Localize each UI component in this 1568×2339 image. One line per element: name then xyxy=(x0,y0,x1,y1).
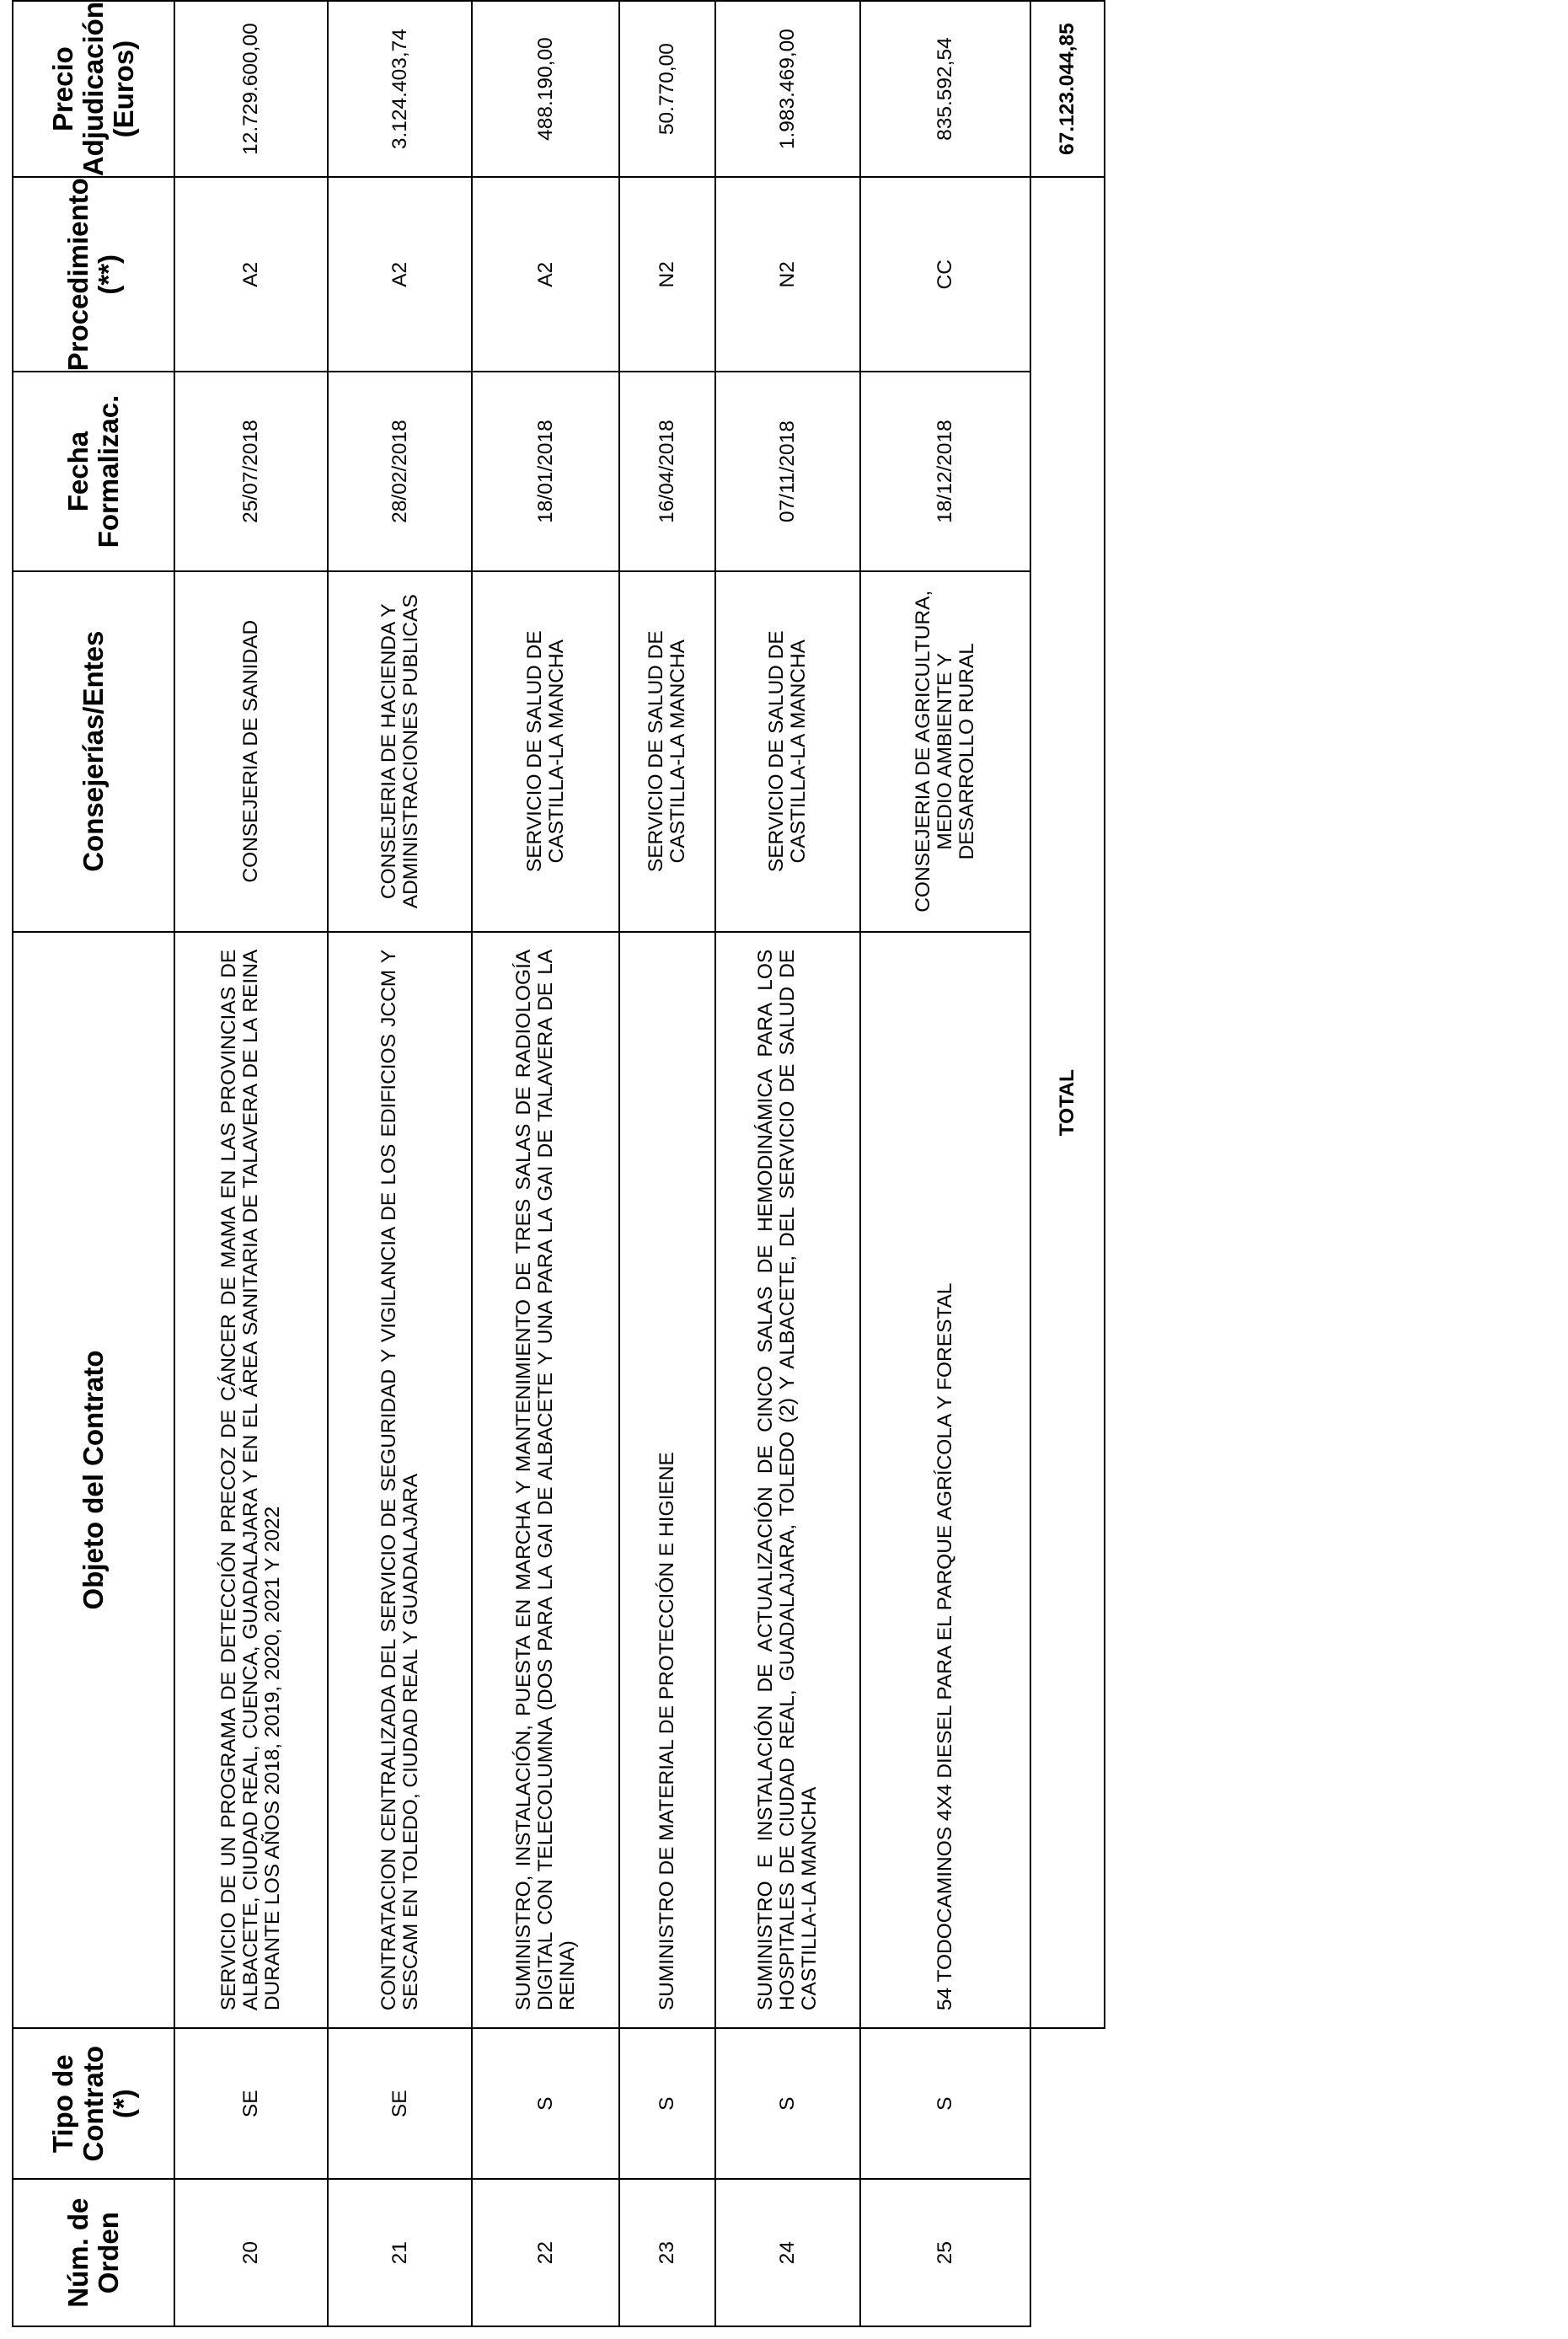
table-row xyxy=(174,1,328,2326)
header-consejerias: Consejerías/Entes xyxy=(13,571,174,932)
header-precio: Precio Adjudicación (Euros) xyxy=(13,1,174,177)
cell-precio: 3.124.403,74 xyxy=(328,1,472,177)
cell-fecha: 25/07/2018 xyxy=(174,372,328,570)
header-num: Núm. de Orden xyxy=(13,2179,174,2326)
cell-tipo: S xyxy=(860,2028,1030,2179)
table-body xyxy=(174,1,1105,2326)
table-row xyxy=(619,1,715,2326)
cell-tipo: SE xyxy=(328,2028,472,2179)
cell-procedimiento: N2 xyxy=(715,177,860,372)
cell-objeto: SERVICIO DE UN PROGRAMA DE DETECCIÓN PRECOZ DE CÁNCER DE MAMA EN LAS PROVINCIAS DE ALBACETE, CIUDAD REAL, CUENCA, GUADALAJARA Y EN EL ÁREA SANITARIA DE TALAVERA DE LA REINA DURANTE LOS AÑOS 2018, 2019, 2020, 2021 Y 2022 xyxy=(174,932,328,2028)
cell-num: 25 xyxy=(860,2179,1030,2326)
cell-num: 21 xyxy=(328,2179,472,2326)
total-value: 67.123.044,85 xyxy=(1030,1,1105,177)
table-row xyxy=(328,1,472,2326)
cell-fecha: 07/11/2018 xyxy=(715,372,860,570)
cell-objeto: CONTRATACION CENTRALIZADA DEL SERVICIO DE SEGURIDAD Y VIGILANCIA DE LOS EDIFICIOS JCCM Y SESCAM EN TOLEDO, CIUDAD REAL Y GUADALAJARA xyxy=(328,932,472,2028)
cell-precio: 835.592,54 xyxy=(860,1,1030,177)
cell-precio: 1.983.469,00 xyxy=(715,1,860,177)
header-objeto: Objeto del Contrato xyxy=(13,932,174,2028)
cell-fecha: 18/12/2018 xyxy=(860,372,1030,570)
cell-num: 20 xyxy=(174,2179,328,2326)
cell-consejeria: SERVICIO DE SALUD DE CASTILLA-LA MANCHA xyxy=(715,571,860,932)
cell-procedimiento: A2 xyxy=(174,177,328,372)
cell-procedimiento: CC xyxy=(860,177,1030,372)
cell-tipo: S xyxy=(619,2028,715,2179)
cell-fecha: 28/02/2018 xyxy=(328,372,472,570)
cell-procedimiento: N2 xyxy=(619,177,715,372)
contracts-table xyxy=(12,0,1105,2327)
cell-num: 22 xyxy=(472,2179,619,2326)
cell-tipo: S xyxy=(472,2028,619,2179)
cell-consejeria: SERVICIO DE SALUD DE CASTILLA-LA MANCHA xyxy=(619,571,715,932)
cell-objeto: SUMINISTRO E INSTALACIÓN DE ACTUALIZACIÓN DE CINCO SALAS DE HEMODINÁMICA PARA LOS HOSPITALES DE CIUDAD REAL, GUADALAJARA, TOLEDO (2) Y ALBACETE, DEL SERVICIO DE SALUD DE CASTILLA-LA MANCHA xyxy=(715,932,860,2028)
total-spacer xyxy=(1030,2179,1105,2326)
table-header xyxy=(13,1,174,2326)
header-procedimiento: Procedimiento (**) xyxy=(13,177,174,372)
table-row xyxy=(715,1,860,2326)
cell-consejeria: CONSEJERIA DE SANIDAD xyxy=(174,571,328,932)
cell-precio: 12.729.600,00 xyxy=(174,1,328,177)
cell-fecha: 18/01/2018 xyxy=(472,372,619,570)
cell-num: 24 xyxy=(715,2179,860,2326)
cell-tipo: S xyxy=(715,2028,860,2179)
cell-objeto: SUMINISTRO, INSTALACIÓN, PUESTA EN MARCHA Y MANTENIMIENTO DE TRES SALAS DE RADIOLOGÍA DIGITAL CON TELECOLUMNA (DOS PARA LA GAI DE ALBACETE Y UNA PARA LA GAI DE TALAVERA DE LA REINA) xyxy=(472,932,619,2028)
cell-procedimiento: A2 xyxy=(328,177,472,372)
header-fecha: Fecha Formalizac. xyxy=(13,372,174,570)
cell-tipo: SE xyxy=(174,2028,328,2179)
cell-consejeria: SERVICIO DE SALUD DE CASTILLA-LA MANCHA xyxy=(472,571,619,932)
cell-precio: 50.770,00 xyxy=(619,1,715,177)
cell-objeto: 54 TODOCAMINOS 4X4 DIESEL PARA EL PARQUE AGRÍCOLA Y FORESTAL xyxy=(860,932,1030,2028)
header-tipo: Tipo de Contrato (*) xyxy=(13,2028,174,2179)
cell-objeto: SUMINISTRO DE MATERIAL DE PROTECCIÓN E HIGIENE xyxy=(619,932,715,2028)
table-row xyxy=(860,1,1030,2326)
cell-fecha: 16/04/2018 xyxy=(619,372,715,570)
cell-procedimiento: A2 xyxy=(472,177,619,372)
cell-num: 23 xyxy=(619,2179,715,2326)
cell-consejeria: CONSEJERIA DE HACIENDA Y ADMINISTRACIONES PUBLICAS xyxy=(328,571,472,932)
cell-consejeria: CONSEJERIA DE AGRICULTURA, MEDIO AMBIENTE Y DESARROLLO RURAL xyxy=(860,571,1030,932)
total-label: TOTAL xyxy=(1030,177,1105,2028)
cell-precio: 488.190,00 xyxy=(472,1,619,177)
total-row xyxy=(1030,1,1105,2326)
table-row xyxy=(472,1,619,2326)
total-spacer xyxy=(1030,2028,1105,2179)
